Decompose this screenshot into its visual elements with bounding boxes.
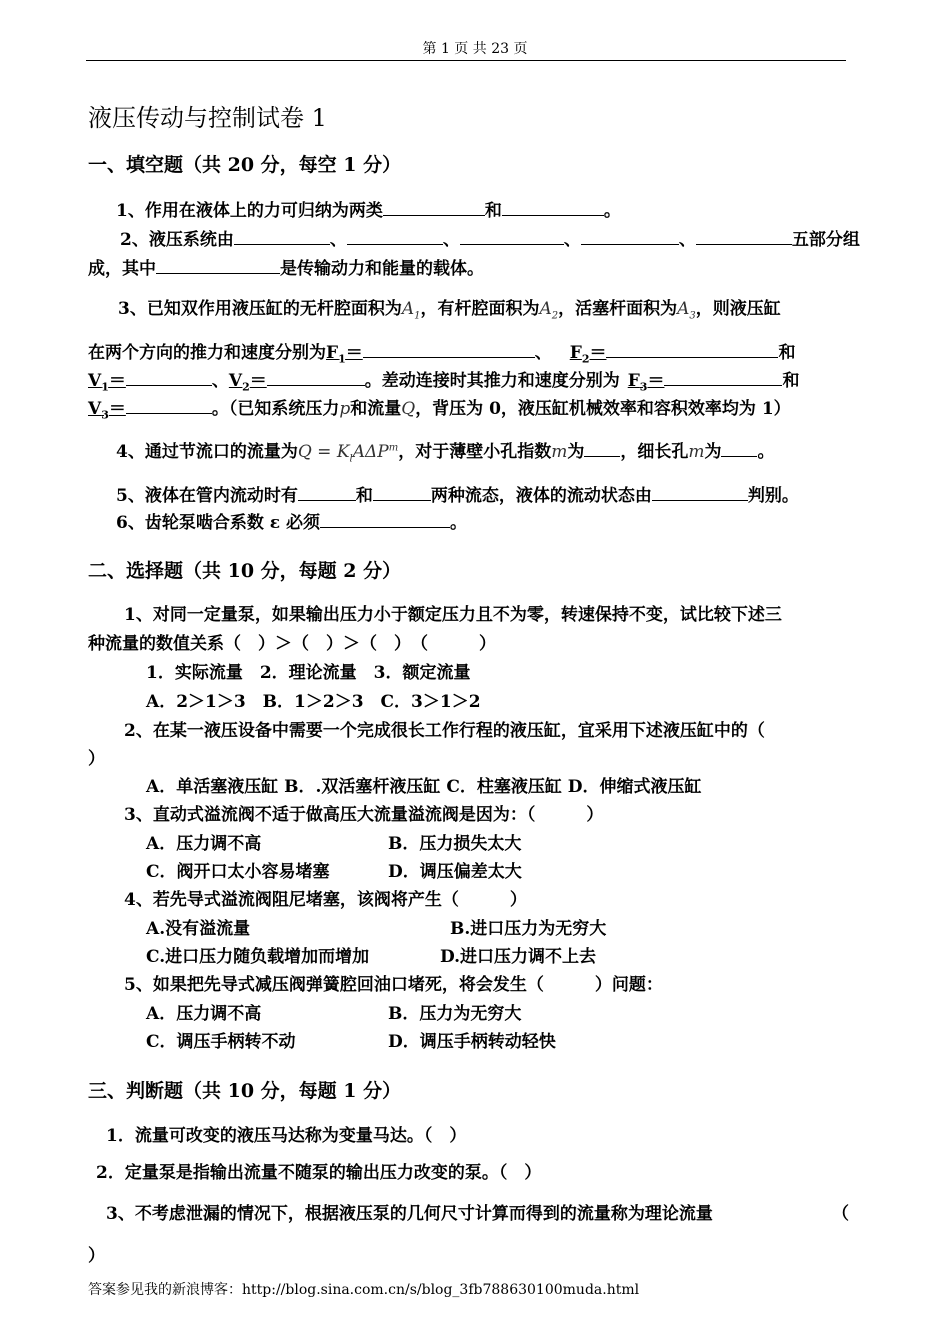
answer-blank[interactable] bbox=[347, 230, 443, 245]
choice-4-option-d[interactable]: D.进口压力调不上去 bbox=[440, 947, 597, 967]
choice-question-3: 3、直动式溢流阀不适于做高压大流量溢流阀是因为：（ ） bbox=[124, 805, 604, 825]
fill-question-3-forces: 在两个方向的推力和速度分别为$F_1=$ 、 $F_2=$ 和 bbox=[88, 343, 796, 366]
choice-3-option-c[interactable]: C．阀开口太小容易堵塞 bbox=[146, 862, 330, 882]
header-rule bbox=[86, 60, 846, 61]
fill-question-2: 2、液压系统由 、 、 、 、 五部分组 bbox=[120, 230, 860, 250]
answer-blank[interactable] bbox=[460, 230, 564, 245]
tf-question-3: 3、不考虑泄漏的情况下，根据液压泵的几何尺寸计算而得到的流量称为理论流量 bbox=[106, 1204, 713, 1224]
choice-question-1-cont: 种流量的数值关系（ ）＞（ ）＞（ ） （ ） bbox=[88, 634, 496, 654]
answer-blank[interactable] bbox=[234, 230, 330, 245]
section-multiple-choice: 二、选择题（共 10 分，每题 2 分） bbox=[88, 560, 402, 582]
page-footer: 答案参见我的新浪博客：http://blog.sina.com.cn/s/blog_3fb788630100muda.html bbox=[88, 1282, 640, 1298]
section-fill-in: 一、填空题（共 20 分，每空 1 分） bbox=[88, 154, 402, 176]
answer-blank[interactable] bbox=[721, 442, 757, 457]
answer-blank[interactable] bbox=[584, 442, 620, 457]
choice-4-option-b[interactable]: B.进口压力为无穷大 bbox=[450, 919, 607, 939]
fill-question-3-differential: $V_3=$ 。（已知系统压力p和流量Q，背压为 0，液压缸机械效率和容积效率均为 1） bbox=[88, 399, 791, 422]
choice-5-option-c[interactable]: C．调压手柄转不动 bbox=[146, 1032, 296, 1052]
choice-question-4: 4、若先导式溢流阀阻尼堵塞，该阀将产生（ ） bbox=[124, 890, 527, 910]
choice-5-option-b[interactable]: B．压力为无穷大 bbox=[388, 1004, 522, 1024]
fill-question-3-velocities: $V_1=$ 、$V_2=$ 。差动连接时其推力和速度分别为 $F_3=$ 和 bbox=[88, 371, 800, 394]
tf-question-3-bracket-open: （ bbox=[832, 1204, 849, 1224]
fill-question-1: 1、作用在液体上的力可归纳为两类 和 。 bbox=[116, 201, 621, 221]
choice-4-option-c[interactable]: C.进口压力随负载增加而增加 bbox=[146, 947, 370, 967]
fill-question-4: 4、通过节流口的流量为$Q = K_lA\Delta P^m$，对于薄壁小孔指数m为 ，细长孔m为 。 bbox=[116, 442, 775, 465]
answer-blank[interactable] bbox=[664, 371, 782, 386]
fill-question-3: 3、已知双作用液压缸的无杆腔面积为$A_1$，有杆腔面积为$A_2$，活塞杆面积为$A_3$，则液压缸 bbox=[118, 299, 781, 322]
answer-blank[interactable] bbox=[652, 486, 748, 501]
choice-question-1: 1、对同一定量泵，如果输出压力小于额定压力且不为零，转速保持不变，试比较下述三 bbox=[124, 605, 782, 625]
tf-question-2: 2．定量泵是指输出流量不随泵的输出压力改变的泵。（ ） bbox=[96, 1163, 542, 1183]
fill-question-2-cont: 成，其中 是传输动力和能量的载体。 bbox=[88, 259, 484, 279]
choice-3-option-a[interactable]: A．压力调不高 bbox=[146, 834, 262, 854]
choice-3-option-d[interactable]: D．调压偏差太大 bbox=[388, 862, 522, 882]
choice-4-option-a[interactable]: A.没有溢流量 bbox=[146, 919, 251, 939]
choice-question-2: 2、在某一液压设备中需要一个完成很长工作行程的液压缸，宜采用下述液压缸中的（ bbox=[124, 721, 765, 741]
choice-5-option-a[interactable]: A．压力调不高 bbox=[146, 1004, 262, 1024]
answer-blank[interactable] bbox=[126, 399, 212, 414]
answer-blank[interactable] bbox=[581, 230, 679, 245]
fill-question-5: 5、液体在管内流动时有 和 两种流态，液体的流动状态由 判别。 bbox=[116, 486, 799, 506]
answer-blank[interactable] bbox=[606, 343, 778, 358]
answer-blank[interactable] bbox=[696, 230, 792, 245]
answer-blank[interactable] bbox=[502, 201, 604, 216]
choice-3-option-b[interactable]: B．压力损失太大 bbox=[388, 834, 522, 854]
tf-question-1: 1．流量可改变的液压马达称为变量马达。（ ） bbox=[106, 1126, 467, 1146]
answer-blank[interactable] bbox=[363, 343, 535, 358]
choice-2-options: A．单活塞液压缸 B．.双活塞杆液压缸 C．柱塞液压缸 D．伸缩式液压缸 bbox=[146, 777, 702, 797]
tf-question-3-bracket-close: ） bbox=[88, 1246, 105, 1266]
choice-5-option-d[interactable]: D．调压手柄转动轻快 bbox=[388, 1032, 556, 1052]
answer-blank[interactable] bbox=[383, 201, 485, 216]
answer-blank[interactable] bbox=[298, 486, 356, 501]
section-true-false: 三、判断题（共 10 分，每题 1 分） bbox=[88, 1080, 402, 1102]
page-header: 第 1 页 共 23 页 bbox=[422, 41, 528, 57]
answer-blank[interactable] bbox=[126, 371, 212, 386]
choice-question-2-cont: ） bbox=[88, 749, 105, 769]
choice-1-options: A．2＞1＞3 B．1＞2＞3 C．3＞1＞2 bbox=[146, 692, 481, 712]
page-title: 液压传动与控制试卷 1 bbox=[88, 104, 327, 132]
answer-blank[interactable] bbox=[267, 371, 365, 386]
choice-question-5: 5、如果把先导式减压阀弹簧腔回油口堵死，将会发生（ ）问题： bbox=[124, 975, 663, 995]
choice-1-definitions: 1．实际流量 2．理论流量 3．额定流量 bbox=[146, 663, 471, 683]
answer-blank[interactable] bbox=[156, 259, 280, 274]
answer-blank[interactable] bbox=[320, 513, 450, 528]
answer-blank[interactable] bbox=[373, 486, 431, 501]
fill-question-6: 6、齿轮泵啮合系数 ε 必须 。 bbox=[116, 513, 467, 533]
